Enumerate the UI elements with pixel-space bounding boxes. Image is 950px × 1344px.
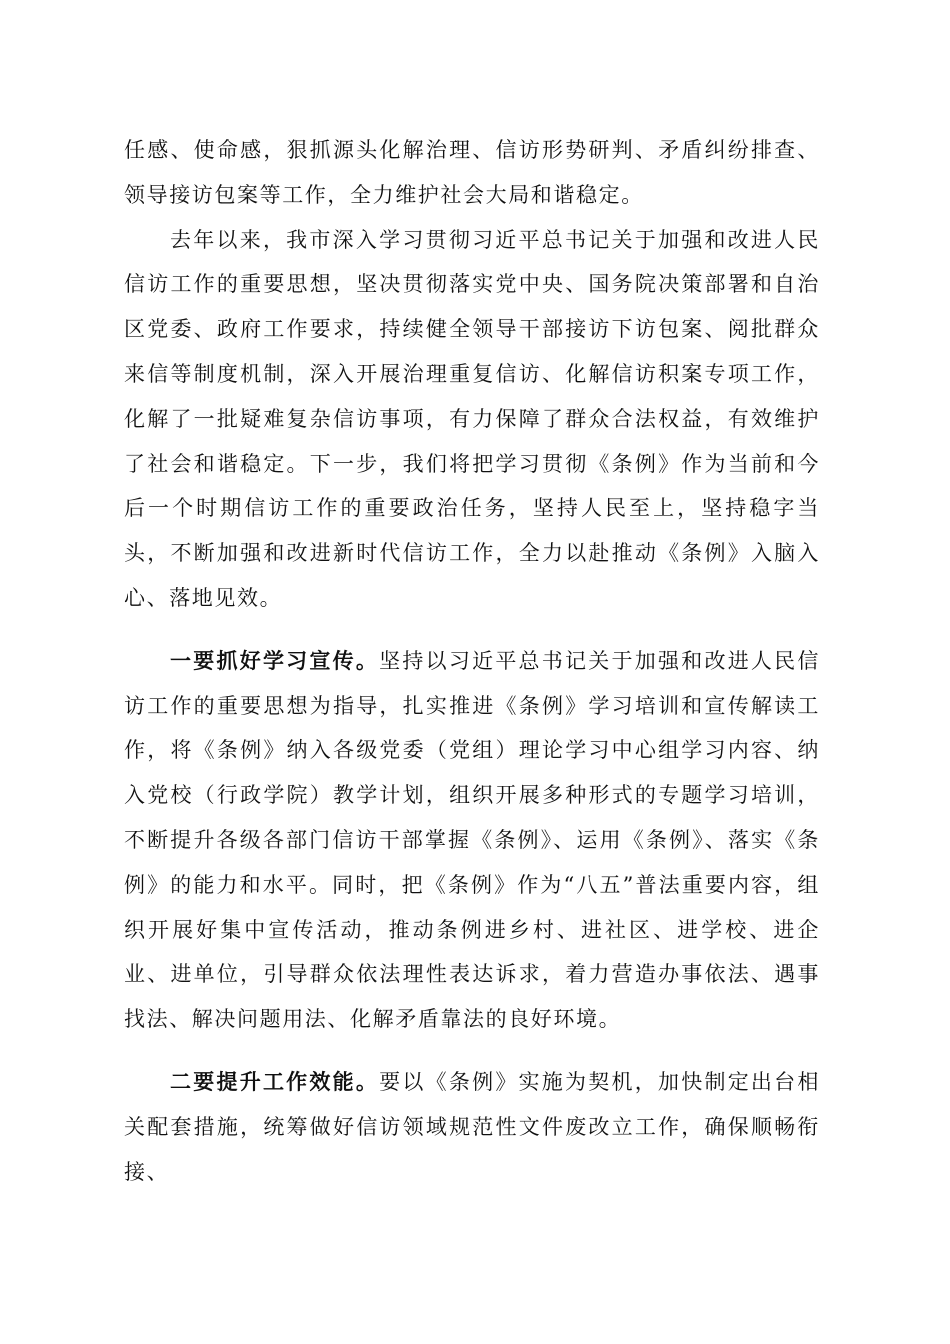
paragraph-text: 要以《条例》实施为契机，加快制定出台相关配套措施，统筹做好信访领域规范性文件废改立工作，确保顺畅衔接、 [124, 1069, 820, 1184]
paragraph-summary [124, 218, 820, 621]
paragraph-lead-heading: 一要抓好学习宣传。 [170, 648, 380, 673]
paragraph-point-one [124, 639, 820, 1042]
document-body [124, 128, 820, 1194]
paragraph-text: 坚持以习近平总书记关于加强和改进人民信访工作的重要思想为指导，扎实推进《条例》学习培训和宣传解读工作，将《条例》纳入各级党委（党组）理论学习中心组学习内容、纳入党校（行政学院）教学计划，组织开展多种形式的专题学习培训，不断提升各级各部门信访干部掌握《条例》、运用《条例》、落实《条例》的能力和水平。同时，把《条例》作为“八五”普法重要内容，组织开展好集中宣传活动，推动条例进乡村、进社区、进学校、进企业、进单位，引导群众依法理性表达诉求，着力营造办事依法、遇事找法、解决问题用法、化解矛盾靠法的良好环境。 [124, 648, 820, 1032]
paragraph-continuation [124, 128, 820, 218]
paragraph-point-two [124, 1060, 820, 1194]
paragraph-text: 去年以来，我市深入学习贯彻习近平总书记关于加强和改进人民信访工作的重要思想，坚决贯彻落实党中央、国务院决策部署和自治区党委、政府工作要求，持续健全领导干部接访下访包案、阅批群众来信等制度机制，深入开展治理重复信访、化解信访积案专项工作，化解了一批疑难复杂信访事项，有力保障了群众合法权益，有效维护了社会和谐稳定。下一步，我们将把学习贯彻《条例》作为当前和今后一个时期信访工作的重要政治任务，坚持人民至上，坚持稳字当头，不断加强和改进新时代信访工作，全力以赴推动《条例》入脑入心、落地见效。 [124, 227, 820, 610]
paragraph-lead-heading: 二要提升工作效能。 [170, 1069, 380, 1094]
paragraph-text: 任感、使命感，狠抓源头化解治理、信访形势研判、矛盾纠纷排查、领导接访包案等工作，全力维护社会大局和谐稳定。 [124, 138, 820, 207]
